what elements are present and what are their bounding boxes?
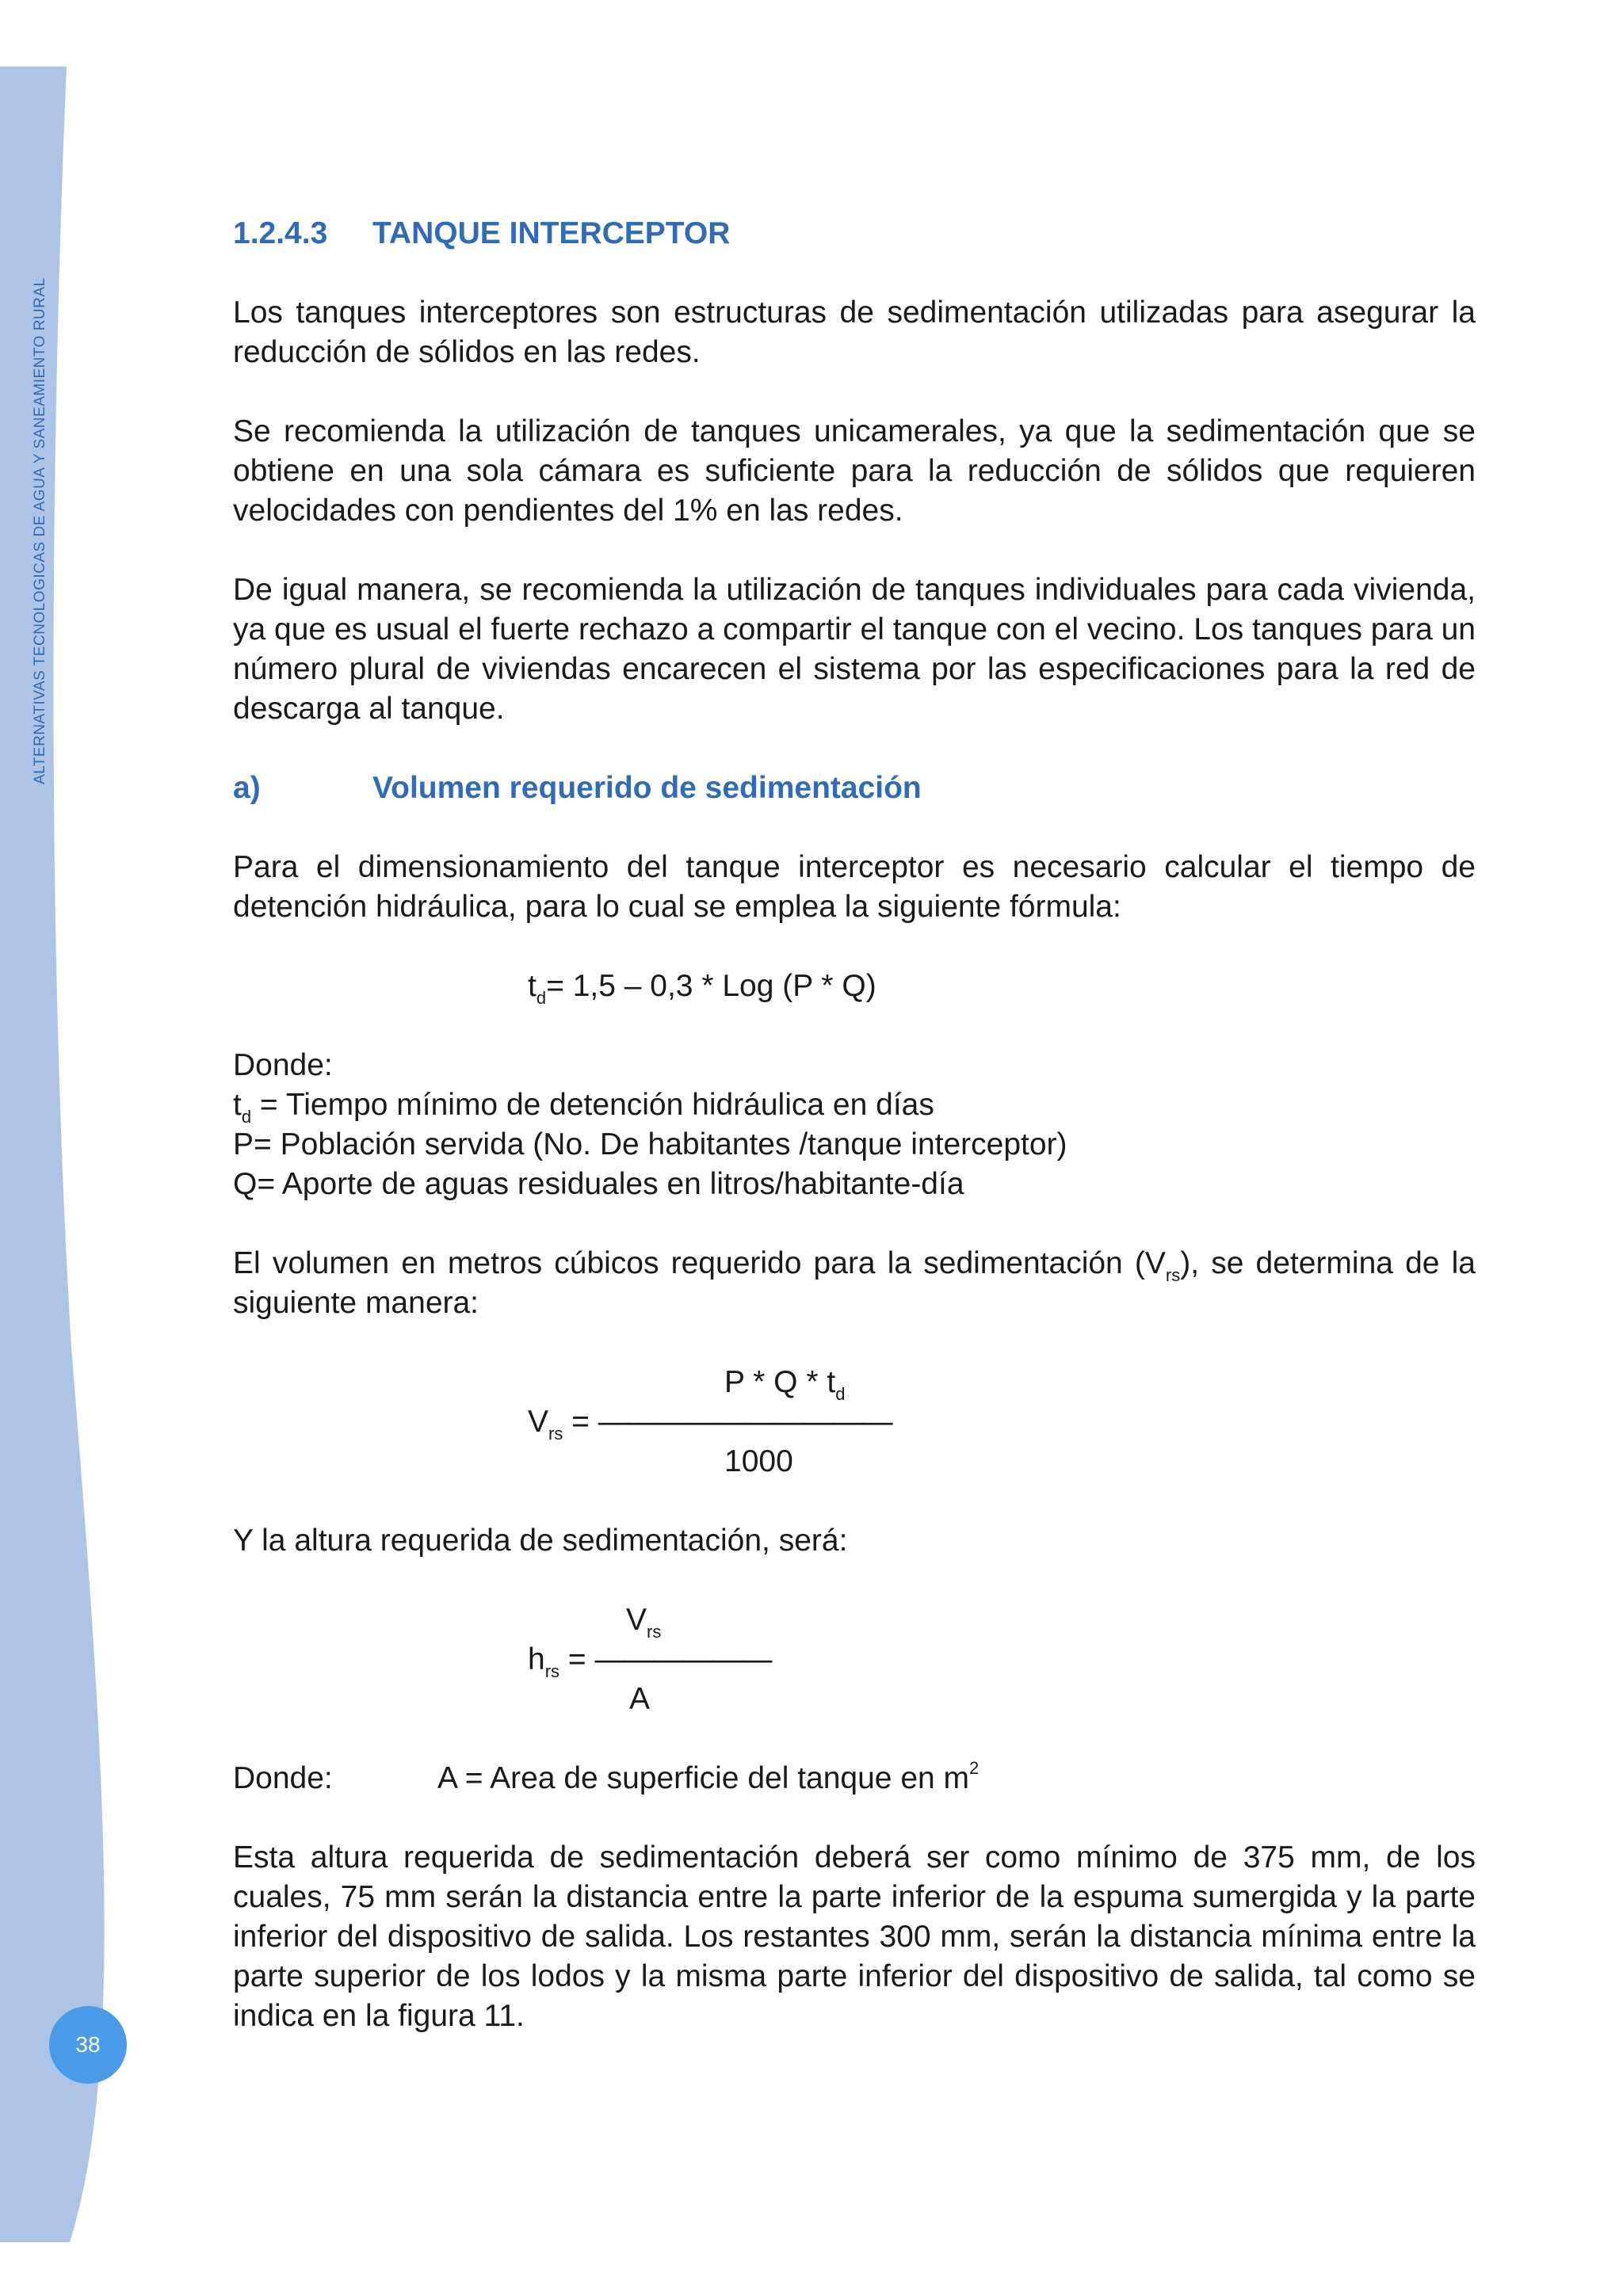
paragraph-6: Y la altura requerida de sedimentación, será:	[233, 1524, 848, 1558]
definition-td-sub: d	[241, 1107, 252, 1127]
formula-detention-time	[233, 967, 1476, 1006]
formula-height-lhs	[528, 1640, 770, 1680]
paragraph-5-after: ), se determina de la siguiente manera:	[233, 1246, 1476, 1320]
definitions-block	[233, 1046, 1476, 1204]
formula-td-sub: d	[536, 988, 547, 1008]
area-definition-label: Donde:	[233, 1761, 333, 1795]
formula-td-rhs: = 1,5 – 0,3 * Log (P * Q)	[546, 969, 876, 1003]
running-head: ALTERNATIVAS TECNOLOGICAS DE AGUA Y SANEAMIENTO RURAL	[32, 277, 48, 784]
formula-height-equals: =	[559, 1642, 595, 1676]
formula-height-lhs-base: h	[528, 1642, 545, 1676]
formula-height-lhs-sub: rs	[544, 1661, 560, 1681]
formula-td-base: t	[528, 969, 537, 1003]
formula-volume-numerator	[724, 1363, 845, 1402]
paragraph-5-sub: rs	[1165, 1265, 1181, 1285]
formula-volume-lhs-sub: rs	[548, 1424, 563, 1444]
formula-volume-equals: =	[563, 1405, 598, 1439]
paragraph-5-before: El volumen en metros cúbicos requerido para la sedimentación (V	[233, 1246, 1166, 1280]
paragraph-5	[233, 1244, 1476, 1323]
area-definition-sup: 2	[969, 1758, 980, 1778]
definition-p: P= Población servida (No. De habitantes /tanque interceptor)	[233, 1127, 1067, 1161]
definition-td-text: = Tiempo mínimo de detención hidráulica en días	[251, 1088, 934, 1122]
formula-height-num-sub: rs	[647, 1622, 662, 1642]
paragraph-7: Esta altura requerida de sedimentación deberá ser como mínimo de 375 mm, de los cuales, 75 mm serán la distancia entre la parte inferior de la espuma sumergida y la parte inferior del dispositivo de salida. Los restantes 300 mm, serán la distancia mínima entre la parte superior de los lodos y la misma parte inferior del dispositivo de salida, tal como se indica en la figura 11.	[233, 1840, 1476, 2033]
side-band	[0, 0, 127, 2296]
formula-volume	[233, 1363, 1476, 1482]
formula-height-numerator	[626, 1600, 661, 1640]
section-number: 1.2.4.3	[233, 216, 328, 250]
formula-height-denominator: A	[629, 1682, 651, 1716]
paragraph-2: Se recomienda la utilización de tanques unicamerales, ya que la sedimentación que se obtiene en una sola cámara es suficiente para la reducción de sólidos que requieren velocidades con pendientes del 1% en las redes.	[233, 414, 1476, 528]
formula-volume-num-sub: d	[835, 1384, 846, 1404]
formula-volume-lhs-base: V	[528, 1405, 549, 1439]
formula-height-num-base: V	[626, 1603, 647, 1637]
subsection-title: Volumen requerido de sedimentación	[372, 771, 922, 805]
subsection-marker: a)	[233, 771, 261, 805]
formula-volume-bar: ——————————	[598, 1405, 892, 1439]
formula-volume-num-text: P * Q * t	[724, 1365, 836, 1399]
subsection-heading	[233, 769, 1476, 808]
formula-volume-denominator: 1000	[724, 1444, 793, 1478]
area-definition-text: A = Area de superficie del tanque en m	[437, 1761, 970, 1795]
formula-height-bar: ——————	[594, 1642, 771, 1676]
area-definition-text-wrap	[437, 1759, 979, 1798]
section-heading	[233, 214, 1476, 254]
formula-volume-lhs	[528, 1402, 892, 1442]
definition-td-base: t	[233, 1088, 242, 1122]
definitions-label: Donde:	[233, 1048, 333, 1082]
paragraph-1: Los tanques interceptores son estructuras de sedimentación utilizadas para asegurar la reducción de sólidos en las redes.	[233, 296, 1476, 369]
area-definition	[233, 1759, 1476, 1798]
main-content	[233, 214, 1476, 2076]
formula-height	[233, 1600, 1476, 1719]
paragraph-4: Para el dimensionamiento del tanque interceptor es necesario calcular el tiempo de detención hidráulica, para lo cual se emplea la siguiente fórmula:	[233, 850, 1476, 924]
paragraph-3: De igual manera, se recomienda la utilización de tanques individuales para cada vivienda, ya que es usual el fuerte rechazo a compartir el tanque con el vecino. Los tanques para un número plural de viviendas encarecen el sistema por las especificaciones para la red de descarga al tanque.	[233, 573, 1476, 726]
page-number: 38	[49, 2006, 127, 2084]
definition-td	[233, 1085, 1476, 1125]
definition-q: Q= Aporte de aguas residuales en litros/habitante-día	[233, 1167, 964, 1201]
section-title: TANQUE INTERCEPTOR	[372, 216, 731, 250]
